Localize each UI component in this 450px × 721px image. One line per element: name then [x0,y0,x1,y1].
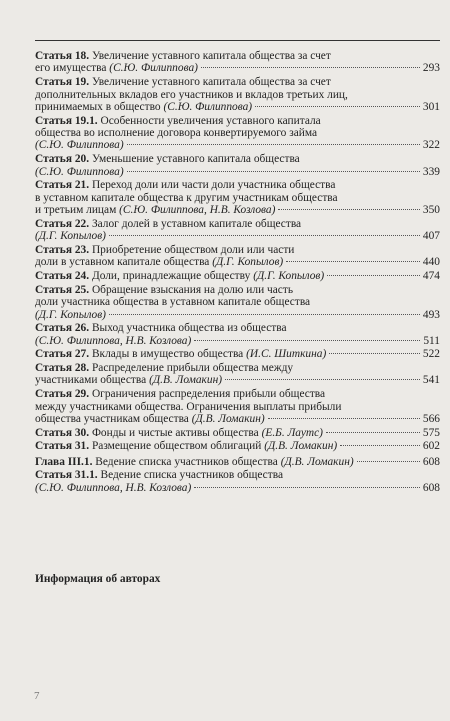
toc-entry-author: (Д.В. Ломакин) [264,440,338,453]
toc-entry-label: Статья 26. [35,322,90,335]
table-of-contents [35,50,440,496]
toc-entry-author: (С.Ю. Филиппова) [35,165,124,178]
toc-entry-title: и третьим лицам [35,204,117,217]
toc-entry-label: Статья 18. [35,50,90,62]
toc-entry-label: Статья 27. [35,348,90,361]
toc-chapter [35,456,440,468]
toc-entry-author: (Д.Г. Копылов) [35,308,106,321]
toc-entry [35,362,440,387]
toc-entry-author: (С.Ю. Филиппова, Н.В. Козлова) [119,204,276,217]
toc-entry-title: Переход доли или части доли участника общества [91,179,336,192]
toc-entry-title: Распределение прибыли общества между [91,362,294,375]
toc-entry-page: 608 [422,455,440,468]
toc-entry-page: 339 [422,165,440,178]
dot-leader [357,461,420,462]
toc-entry-author: (С.Ю. Филиппова) [109,62,198,75]
toc-entry-page: 511 [423,334,440,347]
toc-entry-label: Статья 25. [35,283,90,296]
toc-entry [35,179,440,216]
dot-leader [286,261,420,262]
toc-entry-author: (Д.В. Ломакин) [280,455,354,468]
toc-entry-title: общества участникам общества [35,412,189,425]
dot-leader [194,340,420,341]
toc-entry-label: Статья 20. [35,153,90,166]
toc-entry-page: 493 [422,308,440,321]
toc-entry [35,244,440,269]
toc-entry-title: его имущества [35,62,107,75]
toc-entry-title: общества во исполнение договора конвертируемого займа [35,127,318,140]
toc-entry-title: Увеличение уставного капитала общества за счет [91,76,331,89]
toc-entry-title: Обращение взыскания на долю или часть [91,283,294,296]
toc-entry [35,348,440,360]
toc-entry-title: дополнительных вкладов его участников и вкладов третьих лиц, [35,88,348,101]
toc-entry-page: 407 [422,230,440,243]
toc-entry-label: Статья 31.1. [35,469,98,482]
toc-entry-page: 575 [422,426,440,439]
toc-entry-label: Статья 31. [35,440,90,453]
page-number: 7 [34,690,40,702]
toc-entry-title: Ограничения распределения прибыли общества [91,388,326,401]
toc-entry [35,76,440,113]
toc-entry-title: Фонды и чистые активы общества [91,426,259,439]
toc-entry-label: Статья 19. [35,76,90,89]
toc-entry-page: 522 [422,348,440,361]
toc-entry-label: Статья 28. [35,362,90,375]
toc-entry-page: 350 [422,204,440,217]
toc-entry [35,388,440,425]
dot-leader [326,432,420,433]
toc-entry-title: участниками общества [35,374,147,387]
toc-entry-label: Статья 29. [35,388,90,401]
toc-entry [35,218,440,243]
toc-entry-author: (С.Ю. Филиппова) [35,139,124,152]
toc-entry-title: Выход участника общества из общества [91,322,287,335]
toc-entry-title: доли участника общества в уставном капитале общества [35,296,311,309]
dot-leader [225,379,420,380]
toc-entry-label: Статья 22. [35,217,90,230]
toc-entry-label: Глава III.1. [35,455,93,468]
toc-entry-title: Вклады в имущество общества [91,348,244,361]
authors-info-heading: Информация об авторах [35,573,161,585]
toc-entry-title: в уставном капитале общества к другим участникам общества [35,191,338,204]
dot-leader [201,67,420,68]
toc-entry-author: (Д.В. Ломакин) [191,412,265,425]
toc-entry-title: Приобретение обществом доли или части [91,243,295,256]
dot-leader [278,209,419,210]
dot-leader [327,275,420,276]
toc-entry-title: Размещение обществом облигаций [91,440,262,453]
top-rule [35,40,440,41]
dot-leader [329,353,420,354]
toc-entry-page: 440 [422,256,440,269]
toc-entry-page: 602 [422,440,440,453]
toc-entry [35,115,440,152]
toc-entry-author: (Д.В. Ломакин) [149,374,223,387]
toc-entry-label: Статья 23. [35,243,90,256]
toc-entry-title: между участниками общества. Ограничения выплаты прибыли [35,400,342,413]
toc-entry [35,50,440,75]
toc-entry [35,284,440,321]
toc-entry [35,469,440,494]
toc-entry [35,270,440,282]
dot-leader [340,445,420,446]
toc-entry-page: 566 [422,412,440,425]
toc-entry-title: Доли, принадлежащие обществу [91,269,251,282]
toc-entry-author: (С.Ю. Филиппова, Н.В. Козлова) [35,481,192,494]
toc-entry-page: 322 [422,139,440,152]
toc-entry-label: Статья 19.1. [35,114,98,127]
toc-entry-title: Особенности увеличения уставного капитала [100,114,321,127]
toc-entry-page: 474 [422,269,440,282]
toc-entry [35,440,440,452]
dot-leader [127,171,420,172]
toc-entry-title: Увеличение уставного капитала общества за счет [91,50,331,62]
toc-entry-author: (Е.Б. Лаутс) [261,426,323,439]
toc-entry-title: Залог долей в уставном капитале общества [91,217,302,230]
toc-entry-page: 541 [422,374,440,387]
dot-leader [109,314,420,315]
toc-entry-page: 608 [422,481,440,494]
toc-entry-author: (И.С. Шиткина) [246,348,327,361]
dot-leader [194,487,420,488]
toc-entry-label: Статья 30. [35,426,90,439]
toc-entry-title: Уменьшение уставного капитала общества [91,153,300,166]
toc-entry-author: (С.Ю. Филиппова) [163,100,253,113]
toc-entry-title: доли в уставном капитале общества [35,256,210,269]
toc-entry-label: Статья 21. [35,179,90,192]
toc-entry-author: (Д.Г. Копылов) [35,230,106,243]
toc-entry [35,153,440,178]
toc-entry [35,322,440,347]
toc-entry-title: Ведение списка участников общества [100,469,284,482]
toc-entry-title: принимаемых в общество [35,100,161,113]
toc-entry-author: (Д.Г. Копылов) [253,269,325,282]
toc-entry-title: Ведение списка участников общества [95,455,278,468]
dot-leader [255,106,420,107]
dot-leader [127,144,420,145]
toc-entry-author: (С.Ю. Филиппова, Н.В. Козлова) [35,334,192,347]
toc-entry-page: 293 [422,62,440,75]
toc-entry-page: 301 [422,100,440,113]
toc-entry-label: Статья 24. [35,269,90,282]
toc-entry [35,427,440,439]
dot-leader [268,418,420,419]
toc-entry-author: (Д.Г. Копылов) [212,256,284,269]
dot-leader [109,235,420,236]
